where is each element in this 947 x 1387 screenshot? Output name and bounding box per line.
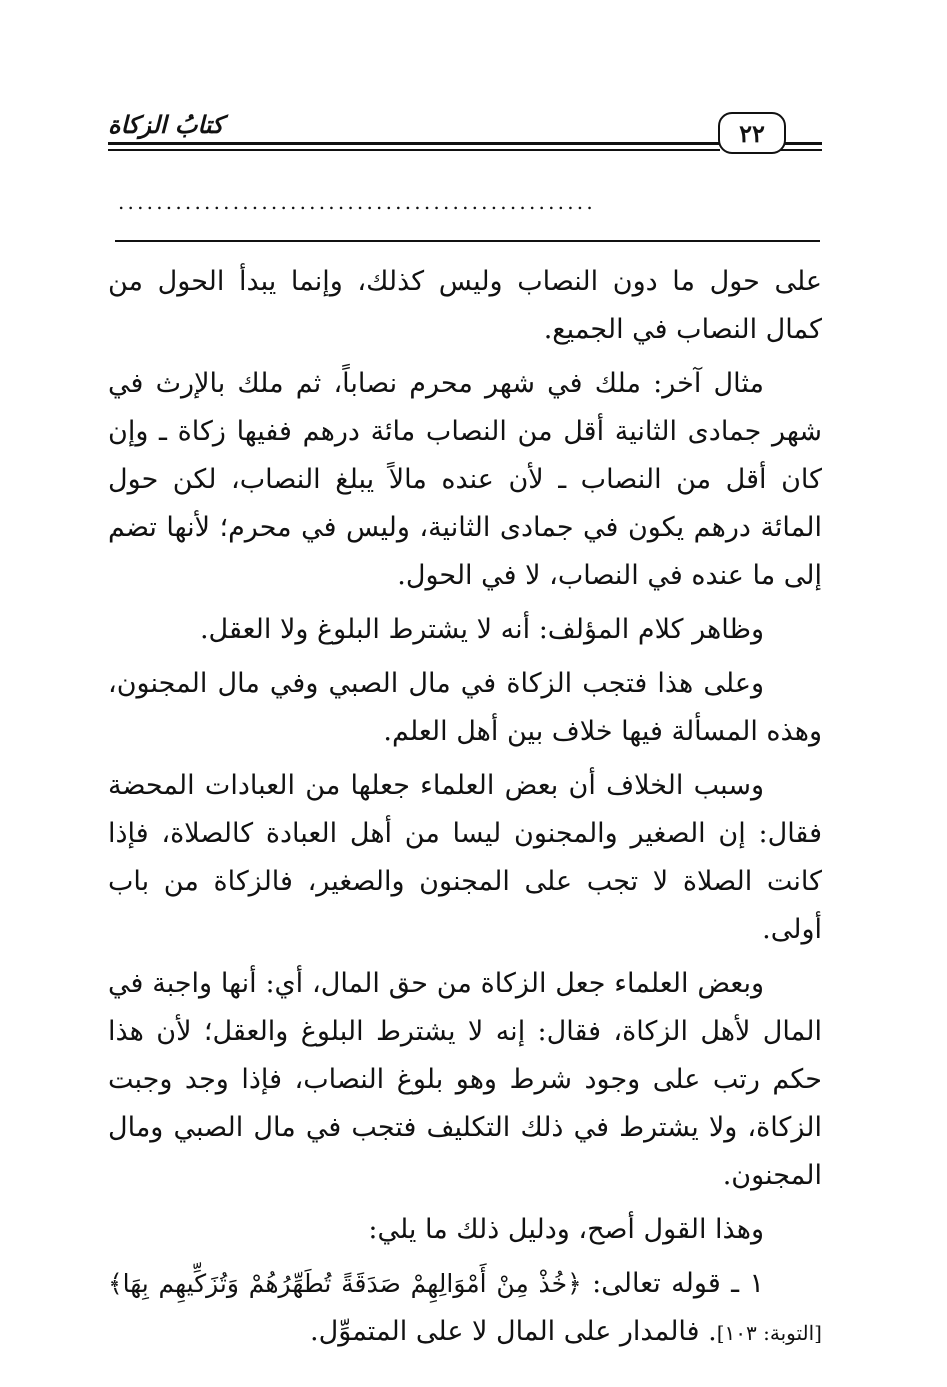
header-rule-left-thin — [108, 149, 720, 151]
paragraph: على حول ما دون النصاب وليس كذلك، وإنما يبدأ الحول من كمال النصاب في الجميع. — [108, 266, 822, 345]
header-rule-right-thick — [780, 142, 822, 145]
evidence-prefix: ١ ـ قوله تعالى: — [581, 1268, 764, 1299]
evidence-conclusion: . فالمدار على المال لا على المتموِّل. — [310, 1316, 717, 1347]
page-number: ٢٢ — [718, 112, 786, 154]
header-rule-right-thin — [780, 149, 822, 151]
paragraph: وعلى هذا فتجب الزكاة في مال الصبي وفي مال المجنون، وهذه المسألة فيها خلاف بين أهل العلم. — [108, 668, 822, 747]
header-rule-left-thick — [108, 142, 720, 145]
verse-reference: [التوبة: ١٠٣] — [716, 1321, 822, 1345]
paragraph: مثال آخر: ملك في شهر محرم نصاباً، ثم ملك بالإرث في شهر جمادى الثانية أقل من النصاب مائة درهم ففيها زكاة ـ وإن كان أقل من النصاب ـ لأن عنده مالاً يبلغ النصاب، لكن حول المائة درهم يكون في جمادى الثانية، وليس في محرم؛ لأنها تضم إلى ما عنده في النصاب، لا في الحول. — [108, 368, 822, 591]
dotted-separator: .................................................. — [118, 190, 596, 214]
book-title: كتابُ الزكاة — [108, 110, 224, 139]
paragraph: وظاهر كلام المؤلف: أنه لا يشترط البلوغ ولا العقل. — [199, 614, 764, 645]
evidence-paragraph — [108, 1260, 822, 1357]
body-text — [108, 258, 822, 1363]
paragraph: وبعض العلماء جعل الزكاة من حق المال، أي: أنها واجبة في المال لأهل الزكاة، فقال: إنه لا يشترط البلوغ والعقل؛ لأن هذا حكم رتب على وجود شرط وهو بلوغ النصاب، فإذا وجد وجبت الزكاة، ولا يشترط في ذلك التكليف فتجب في مال الصبي ومال المجنون. — [108, 968, 822, 1191]
quran-verse: ﴿خُذْ مِنْ أَمْوَالِهِمْ صَدَقَةً تُطَهِّرُهُمْ وَتُزَكِّيهِم بِهَا﴾ — [108, 1269, 582, 1298]
paragraph: وسبب الخلاف أن بعض العلماء جعلها من العبادات المحضة فقال: إن الصغير والمجنون ليسا من أهل العبادة كالصلاة، فإذا كانت الصلاة لا تجب على المجنون والصغير، فالزكاة من باب أولى. — [108, 770, 822, 945]
separator-rule — [115, 240, 820, 242]
paragraph: وهذا القول أصح، ودليل ذلك ما يلي: — [368, 1214, 764, 1245]
